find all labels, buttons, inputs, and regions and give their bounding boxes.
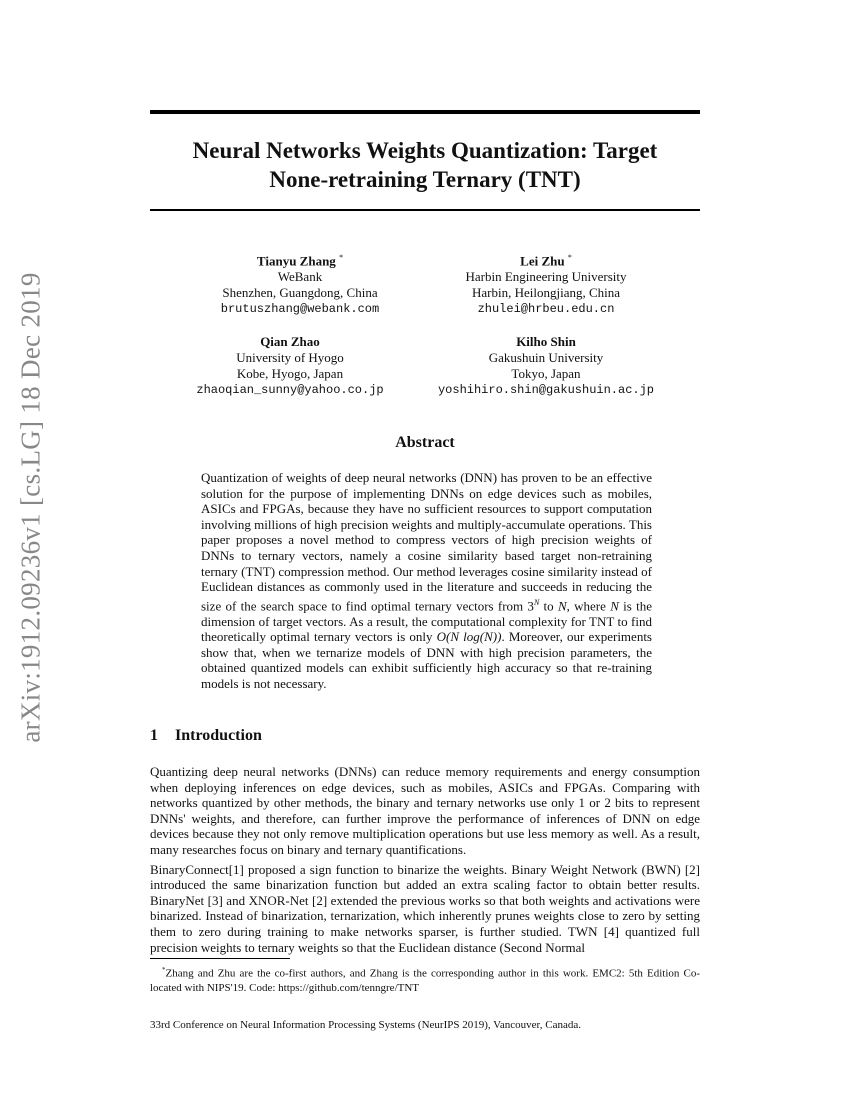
footnote-text: Zhang and Zhu are the co-first authors, and Zhang is the corresponding author in this work. EMC2: 5th Edition Co-located with NIPS'19. Code: https://github.com/tenngre/TNT xyxy=(150,967,700,994)
author-affiliation: University of Hyogo xyxy=(236,350,344,365)
abstract-heading: Abstract xyxy=(395,434,455,451)
section-heading-introduction xyxy=(150,727,262,745)
paragraph: BinaryConnect[1] proposed a sign function to binarize the weights. Binary Weight Network (BWN) [2] introduced the same binarization function but added an extra scaling factor to obtain better results. BinaryNet [3] and XNOR-Net [2] extended the previous works so that both weights and activations were binarized. Instead of binarization, ternarization, which inherently prunes weights close to zero by setting them to zero during training to make networks sparser, is further studied. TWN [4] quantized full precision weights to ternary weights so that the Euclidean distance (Second Normal xyxy=(150,861,700,955)
footnote xyxy=(150,963,700,995)
section-number: 1 xyxy=(150,727,158,744)
conference-note: 33rd Conference on Neural Information Processing Systems (NeurIPS 2019), Vancouver, Canada. xyxy=(150,1019,582,1031)
author-block-2 xyxy=(396,250,696,317)
paragraph: Quantizing deep neural networks (DNNs) can reduce memory requirements and energy consumption when deploying inferences on edge devices, such as mobiles, ASICs and FPGAs. Comparing with networks quantized by other methods, the binary and ternary networks use only 1 or 2 bits to represent DNNs' weights, and therefore, can further improve the performance of inferences of DNN on edge devices because they not only remove multiplication operations but use less memory as well. As a result, many researches focus on binary and ternary quantifications. xyxy=(150,764,700,857)
title-line-2: None-retraining Ternary (TNT) xyxy=(269,167,581,192)
author-name: Lei Zhu * xyxy=(520,253,572,269)
footnote-rule xyxy=(150,958,290,959)
author-location: Harbin, Heilongjiang, China xyxy=(471,285,621,301)
author-affiliation: WeBank xyxy=(277,269,323,285)
author-name: Qian Zhao xyxy=(260,334,320,349)
title-bottom-rule xyxy=(150,209,700,211)
author-location: Shenzhen, Guangdong, China xyxy=(222,285,378,301)
author-block-4 xyxy=(396,334,696,398)
equal-contribution-mark: * xyxy=(567,253,572,262)
author-name: Tianyu Zhang * xyxy=(256,253,344,269)
author-location: Tokyo, Japan xyxy=(511,366,581,381)
author-email: zhaoqian_sunny@yahoo.co.jp xyxy=(196,383,384,397)
arxiv-stamp-text: arXiv:1912.09236v1 [cs.LG] 18 Dec 2019 xyxy=(15,272,46,743)
author-email: zhulei@hrbeu.edu.cn xyxy=(477,302,615,317)
footnote-mark: * xyxy=(162,966,166,974)
arxiv-stamp xyxy=(10,265,52,750)
title-top-rule xyxy=(150,110,700,114)
author-name: Kilho Shin xyxy=(516,334,576,349)
introduction-body xyxy=(150,764,700,959)
abstract-body: Quantization of weights of deep neural networks (DNN) has proven to be an effective solution for the purpose of implementing DNNs on edge devices such as mobiles, ASICs and FPGAs, because they have no sufficient resources to support computation involving millions of high precision weights and multiply-accumulate operations. This paper proposes a novel method to compress vectors of high precision weights of DNNs to ternary vectors, namely a cosine similarity based target non-retraining ternary (TNT) compression method. Our method leverages cosine similarity instead of Euclidean distances as commonly used in the literature and succeeds in reducing the size of the search space to find optimal ternary vectors from $3^N$ to N, where N is the dimension of target vectors. As a result, the computational complexity for TNT to find theoretically optimal ternary vectors is only O(N log(N)). Moreover, our experiments show that, when we ternarize models of DNN with high precision parameters, the obtained quantized models can exhibit sufficiently high accuracy so that re-training models is not necessary. xyxy=(201,470,652,692)
section-title: Introduction xyxy=(175,727,262,744)
author-affiliation: Gakushuin University xyxy=(488,350,604,365)
complexity-formula: O(N log(N)) xyxy=(436,629,502,645)
author-affiliation: Harbin Engineering University xyxy=(465,269,627,285)
equal-contribution-mark: * xyxy=(339,253,344,262)
author-email: yoshihiro.shin@gakushuin.ac.jp xyxy=(437,383,655,397)
paper-title xyxy=(150,136,700,194)
author-email: brutuszhang@webank.com xyxy=(220,302,380,317)
author-block-3 xyxy=(140,334,440,398)
title-line-1: Neural Networks Weights Quantization: Target xyxy=(192,138,658,163)
author-location: Kobe, Hyogo, Japan xyxy=(236,366,344,381)
